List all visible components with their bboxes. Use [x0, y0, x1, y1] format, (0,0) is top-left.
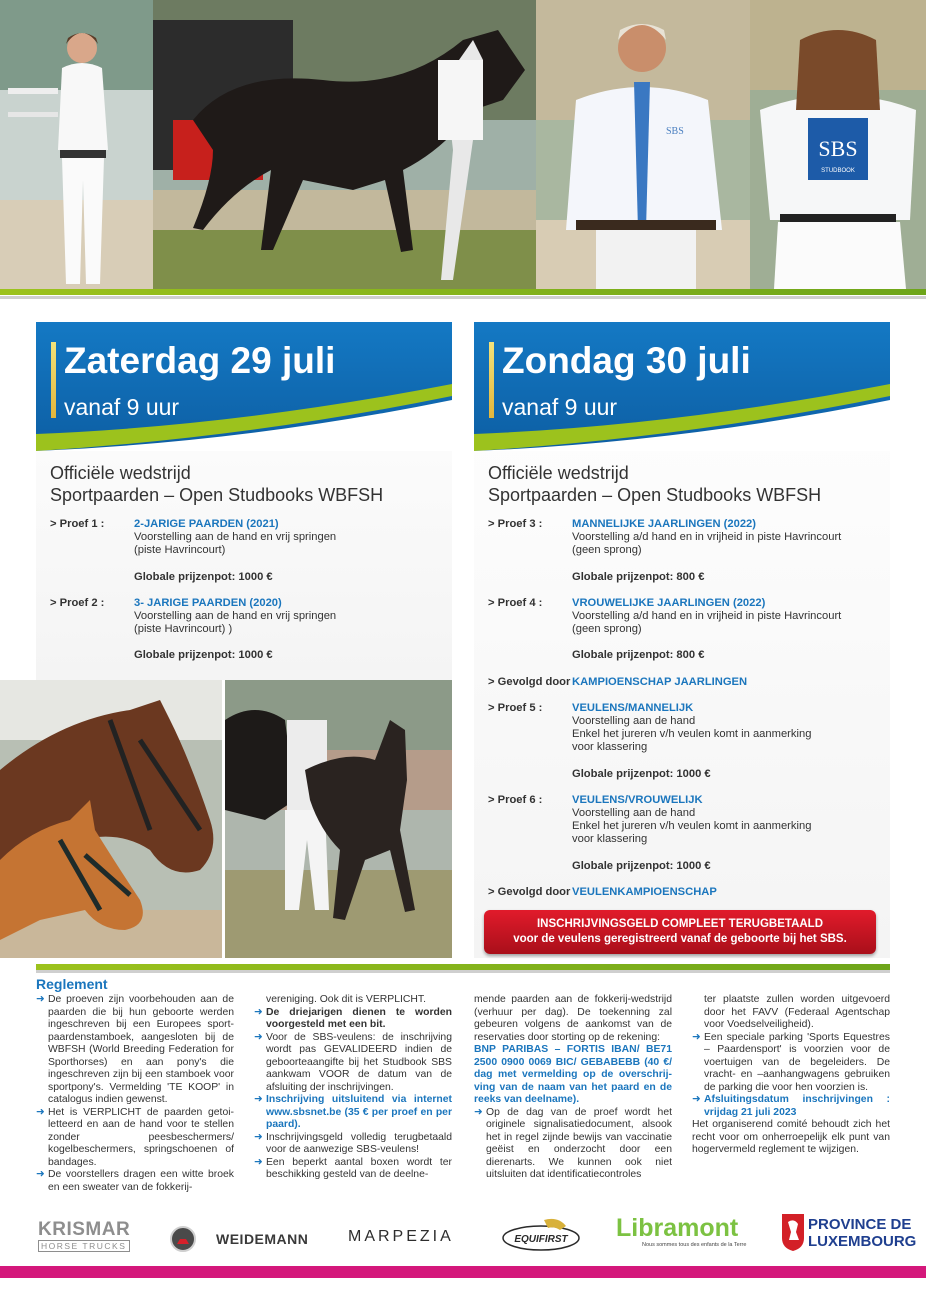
proof-desc: Voorstelling aan de hand: [572, 807, 696, 820]
refund-line-2: voor de veulens geregistreerd vanaf de geboorte bij het SBS.: [513, 933, 847, 945]
photo-black-foal: [153, 0, 536, 289]
proof-desc: (geen sprong): [572, 623, 642, 636]
proof-desc: Voorstelling aan de hand en vrij springen: [134, 610, 337, 623]
libramont-logo: Libramont: [616, 1214, 739, 1242]
bottom-magenta-bar: [0, 1266, 926, 1278]
proof-desc: Enkel het jureren v/h veulen komt in aanmerking: [572, 728, 812, 741]
photo-sbs-shirt-back: [750, 0, 926, 289]
reglement-item: Een speciale parking 'Sports Equestres – Paardensport' is voorzien voor de voertuigen van de begeleiders. De vracht- en –aanhangwagens gebruiken de parking die voor hen voorzien is.: [704, 1031, 890, 1093]
proof-label: > Proef 2 :: [50, 596, 105, 609]
arrow-icon: ➜: [254, 1006, 263, 1018]
proof-desc: Voorstelling aan de hand: [572, 715, 696, 728]
refund-line-1: INSCHRIJVINGSGELD COMPLEET TERUGBETAALD: [536, 918, 824, 930]
proof-desc: Voorstelling aan de hand en vrij springen: [134, 531, 337, 544]
proof-desc: (geen sprong): [572, 544, 642, 557]
arrow-icon: ➜: [692, 1031, 701, 1043]
reglement-item: De voorstellers dragen een witte broek en een sweater van de fokkerij-: [48, 1169, 234, 1193]
proof-desc: voor klassering: [572, 833, 648, 846]
proof-label: > Proef 4 :: [488, 596, 543, 609]
followed-label: > Gevolgd door: [488, 675, 571, 688]
proof-name: MANNELIJKE JAARLINGEN (2022): [572, 518, 757, 530]
sunday-body: [488, 462, 882, 899]
proof-label: > Proef 6 :: [488, 793, 543, 806]
proof-5: [488, 702, 882, 781]
saturday-card: [36, 322, 452, 680]
sunday-card: [474, 322, 890, 958]
saturday-header: [36, 322, 452, 451]
photo-rider-woman: [0, 0, 153, 289]
proof-prize: Globale prijzenpot: 1000 €: [572, 767, 711, 780]
shirt-logo-sub: STUDBOOK: [821, 168, 855, 174]
arrow-icon: ➜: [254, 1031, 263, 1043]
sunday-title-2: Sportpaarden – Open Studbooks WBFSH: [488, 485, 822, 505]
sponsor-krismar: [38, 1220, 130, 1252]
reglement-grey-rule: [36, 970, 890, 973]
proof-desc: Voorstelling a/d hand en in vrijheid in piste Havrincourt: [572, 531, 842, 544]
arrow-icon: ➜: [36, 994, 45, 1005]
krismar-logo: KRISMAR: [38, 1219, 131, 1240]
proof-1: [50, 518, 444, 584]
followed-name: VEULENKAMPIOENSCHAP: [572, 885, 717, 898]
reglement-column-3: [474, 994, 672, 1182]
marpezia-logo: MARPEZIA: [348, 1228, 454, 1245]
reglement-item: Inschrijving uitsluitend via internet www.sbsnet.be (35 € per proef en per paard).: [266, 1094, 452, 1130]
proof-prize: Globale prijzenpot: 800 €: [572, 570, 705, 583]
reglement-item: Inschrijvingsgeld volledig terugbetaald voor de aanwezige SBS-veulens!: [266, 1131, 452, 1155]
province-lion-icon: [780, 1212, 806, 1252]
reglement-column-4: [692, 994, 890, 1157]
reglement-title: Reglement: [36, 976, 108, 992]
proof-desc: (piste Havrincourt): [134, 544, 226, 557]
sunday-header: [474, 322, 890, 451]
province-line-2: LUXEMBOURG: [808, 1233, 917, 1250]
followed-name: KAMPIOENSCHAP JAARLINGEN: [572, 675, 748, 688]
reglement-item: Afsluitingsdatum inschrijvingen : vrijdag 21 juli 2023: [704, 1094, 890, 1118]
arrow-icon: ➜: [36, 1106, 45, 1118]
arrow-icon: ➜: [254, 1094, 263, 1105]
proof-4: [488, 597, 882, 663]
sunday-accent-bar: [489, 342, 494, 418]
equifirst-text: EQUIFIRST: [514, 1234, 568, 1245]
refund-banner: [484, 910, 876, 954]
reglement-item: Op de dag van de proef wordt het originele signalisatiedocument, alsook het in regel zijnde bewijs van vaccinatie geëist en onderzocht door een dierenarts. We kunnen ook niet uitsluiten dat identificatiecontroles: [486, 1106, 672, 1180]
saturday-body: [50, 462, 444, 663]
sunday-date: Zondag 30 juli: [502, 340, 751, 381]
proof-2: [50, 597, 444, 663]
top-grey-rule: [0, 296, 926, 299]
proof-prize: Globale prijzenpot: 1000 €: [572, 859, 711, 872]
libramont-sub: Nous sommes tous des enfants de la Terre: [642, 1242, 747, 1248]
proof-name: VEULENS/VROUWELIJK: [572, 793, 703, 806]
reglement-item: ter plaatste zullen worden uitgevoerd door het FAVV (Federaal Agentschap voor Voedselveiligheid).: [704, 994, 890, 1030]
reglement-column-1: [36, 994, 234, 1194]
saturday-accent-bar: [51, 342, 56, 418]
proof-label: > Proef 1 :: [50, 518, 105, 530]
sponsor-libramont: [616, 1214, 746, 1248]
proof-6: [488, 794, 882, 873]
sunday-title-1: Officiële wedstrijd: [488, 463, 629, 483]
proof-name: VROUWELIJKE JAARLINGEN (2022): [572, 596, 766, 609]
proof-3: [488, 518, 882, 584]
proof-label: > Proef 5 :: [488, 701, 543, 714]
photo-horse-heads: [0, 680, 222, 958]
proof-label: > Proef 3 :: [488, 518, 543, 530]
proof-name: 2-JARIGE PAARDEN (2021): [134, 518, 279, 530]
weidemann-logo: WEIDEMANN: [216, 1231, 309, 1247]
arrow-icon: ➜: [254, 1156, 263, 1168]
reglement-item: Een beperkt aantal boxen wordt ter beschikking gesteld van de deelne-: [266, 1156, 452, 1180]
sponsor-province: [808, 1216, 916, 1250]
reglement-item: De proeven zijn voorbehouden aan de paarden die bij hun geboorte werden ingeschreven bij een Europees sport-paardenstamboek, aangesloten bij de WBFSH (World Breeding Federation for Sporthorses) en aan pony's die ingeschreven zijn bij een stamboek voor sportpony's. Vermelding 'TE KOOP' in catalogus indien gewenst.: [48, 994, 234, 1105]
followed-label: > Gevolgd door: [488, 885, 571, 898]
arrow-icon: ➜: [692, 1094, 701, 1105]
shirt-logo: SBS: [818, 136, 858, 161]
krismar-sub: HORSE TRUCKS: [38, 1240, 130, 1252]
arrow-icon: ➜: [254, 1131, 263, 1143]
followed-by-2: [488, 886, 882, 899]
reglement-item: Het is VERPLICHT de paarden getoi-letteerd en aan de hand voor te stellen zonder peesbeschermers/ kogelbeschermers, springschoenen of bandages.: [48, 1106, 234, 1168]
proof-desc: (piste Havrincourt) ): [134, 623, 233, 636]
proof-desc: voor klassering: [572, 741, 648, 754]
reglement-item: Voor de SBS-veulens: de inschrijving wordt pas GEVALIDEERD indien de geboorteaangifte bij het Studbook SBS aankwam VOOR de datum van de afsluiting der inschrijvingen.: [266, 1031, 452, 1093]
province-line-1: PROVINCE DE: [808, 1216, 912, 1233]
proof-prize: Globale prijzenpot: 1000 €: [134, 649, 273, 662]
saturday-title-1: Officiële wedstrijd: [50, 463, 191, 483]
proof-desc: Enkel het jureren v/h veulen komt in aanmerking: [572, 820, 812, 833]
photo-mare-and-foal: [225, 680, 452, 958]
reglement-item: mende paarden aan de fokkerij-wedstrijd (verhuur per dag). De toekenning zal gebeuren volgens de aankomst van de reservaties door storting op de rekening:: [474, 994, 672, 1043]
saturday-date: Zaterdag 29 juli: [64, 340, 336, 381]
reglement-item: Het organiserend comité behoudt zich het recht voor om onherroepelijk elk punt van hogervermeld reglement te wijzigen.: [692, 1119, 890, 1155]
equifirst-logo: [500, 1216, 582, 1252]
proof-desc: Voorstelling a/d hand en in vrijheid in piste Havrincourt: [572, 610, 842, 623]
reglement-item: BNP PARIBAS – FORTIS IBAN/ BE71 2500 0900 0069 BIC/ GEBABEBB (40 €/ dag met vermelding op de overschrij-ving van de naam van het paard en de reeks van deelname).: [474, 1044, 672, 1105]
saturday-title-2: Sportpaarden – Open Studbooks WBFSH: [50, 485, 384, 505]
top-green-rule: [0, 289, 926, 295]
proof-name: VEULENS/MANNELIJK: [572, 701, 694, 714]
sunday-time: vanaf 9 uur: [502, 394, 618, 420]
proof-prize: Globale prijzenpot: 1000 €: [134, 570, 273, 583]
followed-by-1: [488, 676, 882, 689]
reglement-column-2: [254, 994, 452, 1182]
proof-prize: Globale prijzenpot: 800 €: [572, 649, 705, 662]
reglement-item: De driejarigen dienen te worden voorgesteld met een bit.: [266, 1006, 452, 1030]
weidemann-emblem-icon: [170, 1226, 196, 1252]
proof-name: 3- JARIGE PAARDEN (2020): [134, 596, 282, 609]
arrow-icon: ➜: [36, 1169, 45, 1180]
shirt-small-logo: SBS: [666, 126, 684, 137]
reglement-item: vereniging. Ook dit is VERPLICHT.: [266, 994, 426, 1005]
saturday-time: vanaf 9 uur: [64, 394, 180, 420]
arrow-icon: ➜: [474, 1106, 483, 1118]
photo-judge-man: [536, 0, 750, 289]
